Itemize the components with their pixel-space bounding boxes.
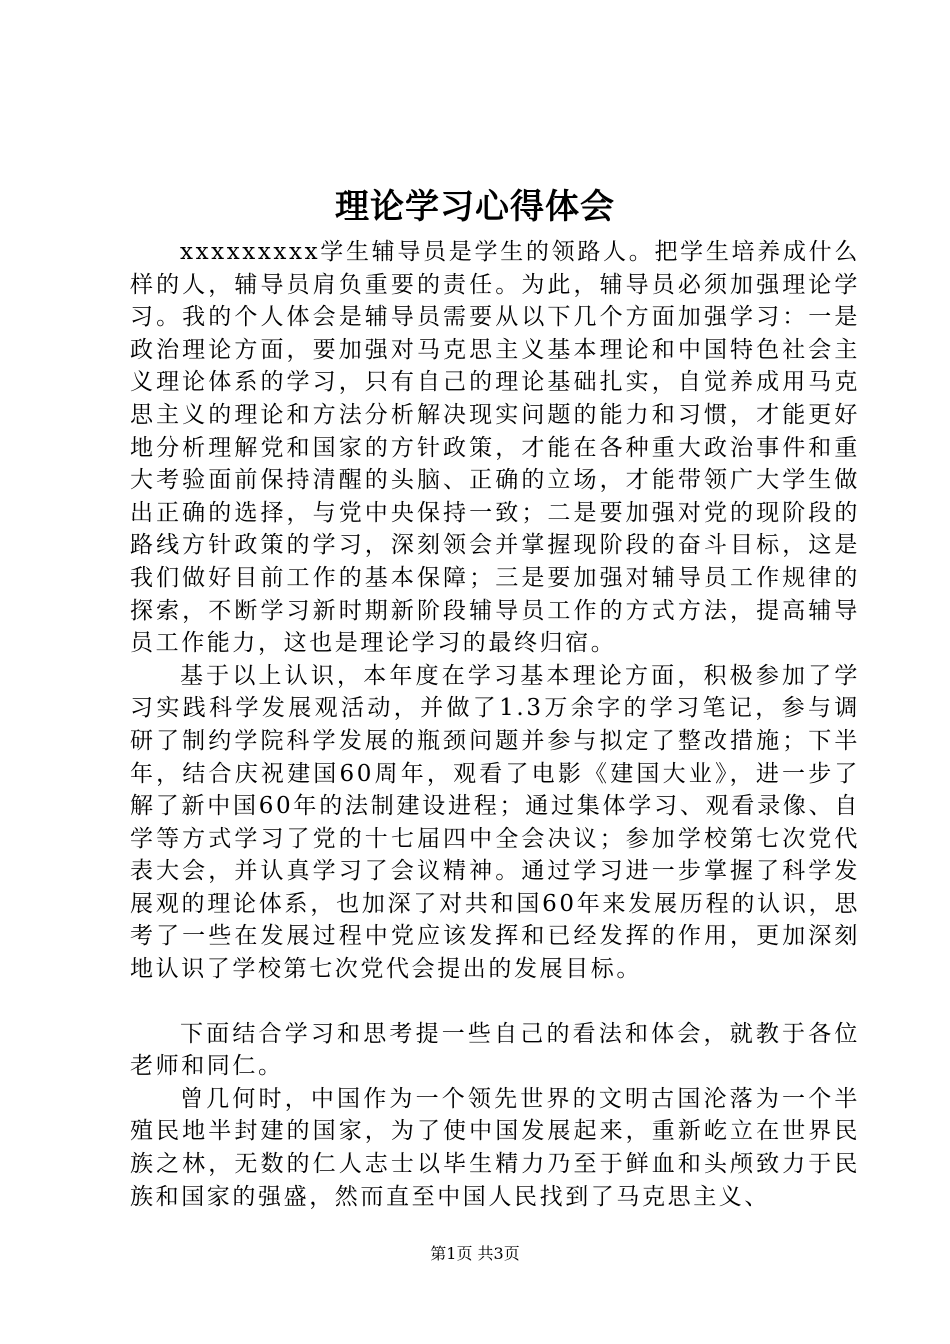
- page-title: 理论学习心得体会: [335, 187, 615, 227]
- paragraph-3: 下面结合学习和思考提一些自己的看法和体会，就教于各位老师和同仁。: [130, 1020, 860, 1080]
- document-body: [130, 236, 860, 1213]
- page-number-footer: 第1页 共3页: [430, 1244, 520, 1263]
- paragraph-4: 曾几何时，中国作为一个领先世界的文明古国沦落为一个半殖民地半封建的国家，为了使中国发展起来，重新屹立在世界民族之林，无数的仁人志士以毕生精力乃至于鲜血和头颅致力于民族和国家的强盛，然而直至中国人民找到了马克思主义、: [130, 1085, 860, 1210]
- paragraph-1: xxxxxxxxx学生辅导员是学生的领路人。把学生培养成什么样的人，辅导员肩负重要的责任。为此，辅导员必须加强理论学习。我的个人体会是辅导员需要从以下几个方面加强学习：一是政治理论方面，要加强对马克思主义基本理论和中国特色社会主义理论体系的学习，只有自己的理论基础扎实，自觉养成用马克思主义的理论和方法分析解决现实问题的能力和习惯，才能更好地分析理解党和国家的方针政策，才能在各种重大政治事件和重大考验面前保持清醒的头脑、正确的立场，才能带领广大学生做出正确的选择，与党中央保持一致；二是要加强对党的现阶段的路线方针政策的学习，深刻领会并掌握现阶段的奋斗目标，这是我们做好目前工作的基本保障；三是要加强对辅导员工作规律的探索，不断学习新时期新阶段辅导员工作的方式方法，提高辅导员工作能力，这也是理论学习的最终归宿。: [130, 239, 860, 657]
- paragraph-spacer: [130, 986, 860, 1018]
- paragraph-2: 基于以上认识，本年度在学习基本理论方面，积极参加了学习实践科学发展观活动，并做了1.3万余字的学习笔记，参与调研了制约学院科学发展的瓶颈问题并参与拟定了整改措施；下半年，结合庆祝建国60周年，观看了电影《建国大业》，进一步了解了新中国60年的法制建设进程；通过集体学习、观看录像、自学等方式学习了党的十七届四中全会决议；参加学校第七次党代表大会，并认真学习了会议精神。通过学习进一步掌握了科学发展观的理论体系，也加深了对共和国60年来发展历程的认识，思考了一些在发展过程中党应该发挥和已经发挥的作用，更加深刻地认识了学校第七次党代会提出的发展目标。: [130, 662, 860, 983]
